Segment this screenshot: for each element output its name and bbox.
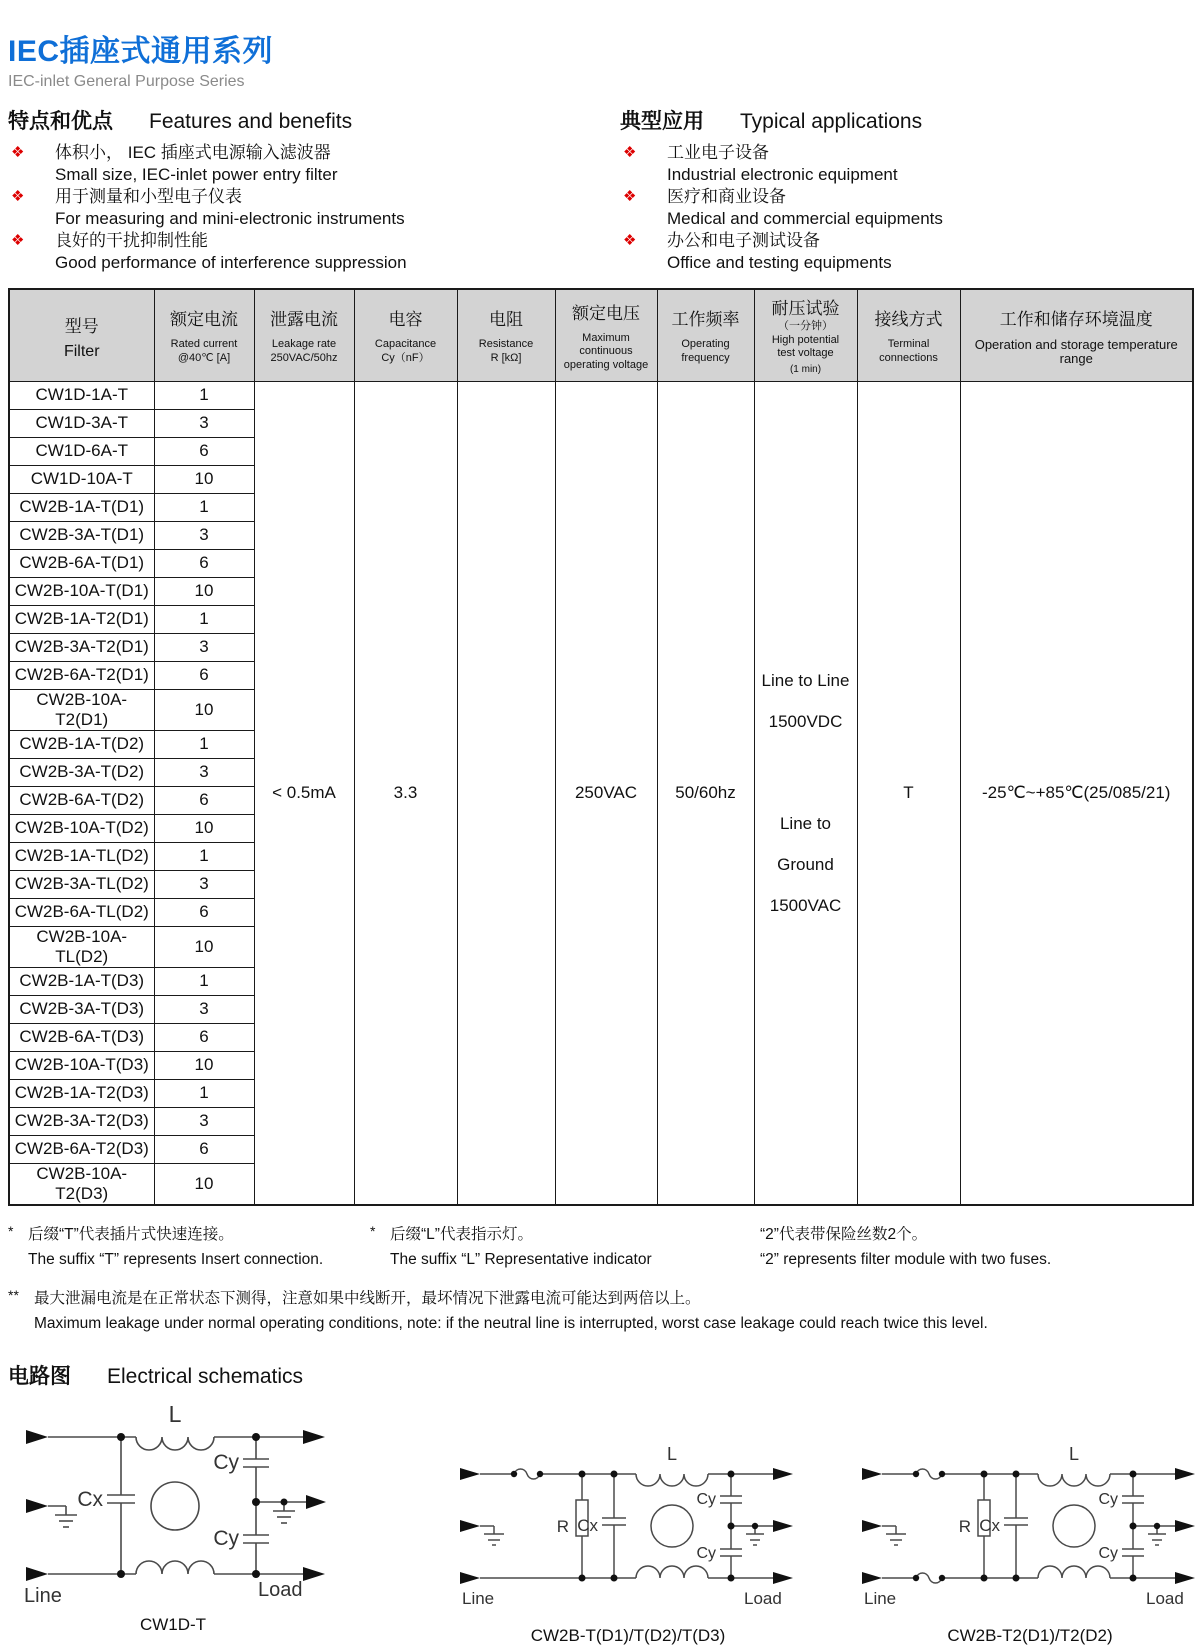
merged-frequency-cell: 50/60hz <box>657 381 754 1205</box>
model-cell: CW2B-3A-T2(D3) <box>9 1107 154 1135</box>
current-cell: 6 <box>154 549 254 577</box>
arrow-icon <box>303 1430 325 1444</box>
current-cell: 10 <box>154 926 254 967</box>
label-cy: Cy <box>1098 1544 1118 1562</box>
footnote-leakage <box>8 1286 988 1333</box>
label-cx: Cx <box>577 1515 598 1535</box>
current-cell: 3 <box>154 409 254 437</box>
capacitor-cx <box>1004 1474 1028 1578</box>
model-cell: CW2B-6A-T(D1) <box>9 549 154 577</box>
model-cell: CW2B-10A-T2(D1) <box>9 689 154 730</box>
intro-columns <box>8 105 1192 274</box>
label-cy: Cy <box>213 1450 239 1474</box>
diamond-bullet-icon: ❖ <box>11 144 25 161</box>
footnote-en: Maximum leakage under normal operating conditions, note: if the neutral line is interrupted, worst case leakage could reach twice this level. <box>34 1314 988 1332</box>
model-cell: CW2B-3A-TL(D2) <box>9 870 154 898</box>
applications-heading-cn: 典型应用 <box>620 110 704 133</box>
current-cell: 10 <box>154 577 254 605</box>
column-header: 耐压试验 （一分钟） High potential test voltage (1 min) <box>754 289 857 381</box>
diamond-bullet-icon: ❖ <box>11 232 25 249</box>
column-header: 工作和储存环境温度 Operation and storage temperature range <box>960 289 1193 381</box>
footnote-suffix-l <box>370 1222 760 1269</box>
model-cell: CW2B-1A-T(D1) <box>9 493 154 521</box>
current-cell: 6 <box>154 898 254 926</box>
schematics-heading-cn: 电路图 <box>8 1364 71 1388</box>
label-r: R <box>958 1516 971 1536</box>
label-load: Load <box>1146 1588 1184 1608</box>
core-circle <box>151 1482 199 1530</box>
fuse <box>916 1468 942 1478</box>
fuse <box>514 1468 540 1478</box>
current-cell: 6 <box>154 437 254 465</box>
inductor-coil <box>1038 1474 1110 1486</box>
label-cy: Cy <box>696 1490 716 1508</box>
bullet-text-en: Industrial electronic equipment <box>667 164 898 184</box>
model-cell: CW2B-6A-TL(D2) <box>9 898 154 926</box>
current-cell: 10 <box>154 465 254 493</box>
applications-heading-en: Typical applications <box>740 110 923 133</box>
bullet-text-en: Small size, IEC-inlet power entry filter <box>55 164 338 184</box>
current-cell: 3 <box>154 870 254 898</box>
capacitor-cy-chain <box>243 1437 306 1574</box>
arrow-icon <box>1175 1520 1195 1532</box>
model-cell: CW2B-1A-T(D3) <box>9 967 154 995</box>
schematic-cw2b-t2-drawing <box>850 1438 1200 1618</box>
table-row <box>9 381 1193 409</box>
label-inductor: L <box>666 1443 678 1464</box>
diamond-bullet-icon: ❖ <box>623 144 637 161</box>
capacitor-cx <box>602 1474 626 1578</box>
arrow-icon <box>460 1520 480 1532</box>
ground-symbol <box>882 1526 906 1545</box>
merged-terminal-cell: T <box>857 381 960 1205</box>
bullet-item <box>620 230 1192 273</box>
label-r: R <box>556 1516 569 1536</box>
arrow-icon <box>862 1468 882 1480</box>
merged-leakage-cell: < 0.5mA <box>254 381 354 1205</box>
current-cell: 3 <box>154 633 254 661</box>
current-cell: 1 <box>154 967 254 995</box>
current-cell: 6 <box>154 786 254 814</box>
column-header: 工作频率 Operating frequency <box>657 289 754 381</box>
arrow-icon <box>862 1572 882 1584</box>
applications-list <box>620 142 1192 273</box>
model-cell: CW2B-3A-T2(D1) <box>9 633 154 661</box>
schematic-cw2b-t2 <box>850 1402 1200 1646</box>
features-list <box>8 142 620 273</box>
footnote-cn: “2”代表带保险丝数2个。 <box>760 1225 928 1243</box>
merged-resistance-cell <box>457 381 555 1205</box>
model-cell: CW2B-1A-TL(D2) <box>9 842 154 870</box>
bullet-item <box>620 186 1192 229</box>
core-circle <box>1053 1505 1095 1547</box>
arrow-icon <box>306 1495 326 1509</box>
label-cy: Cy <box>696 1544 716 1562</box>
column-header: 额定电流 Rated current @40℃ [A] <box>154 289 254 381</box>
footnote-en: The suffix “T” represents Insert connection. <box>28 1250 324 1268</box>
merged-test-voltage-cell: Line to Line 1500VDC Line to Ground 1500VAC <box>754 381 857 1205</box>
footnote-row-1 <box>8 1222 1192 1269</box>
column-header: 电阻 Resistance R [kΩ] <box>457 289 555 381</box>
features-section <box>8 105 620 274</box>
current-cell: 10 <box>154 689 254 730</box>
schematic-caption: CW2B-T(D1)/T(D2)/T(D3) <box>530 1625 726 1645</box>
model-cell: CW2B-10A-TL(D2) <box>9 926 154 967</box>
current-cell: 1 <box>154 605 254 633</box>
bullet-text-en: Good performance of interference suppression <box>55 252 407 272</box>
footnote-cn: 后缀“L”代表指示灯。 <box>390 1225 533 1243</box>
asterisk-marker: * <box>8 1222 14 1239</box>
label-cy: Cy <box>1098 1490 1118 1508</box>
footnote-cn: 最大泄漏电流是在正常状态下测得，注意如果中线断开，最坏情况下泄露电流可能达到两倍以上。 <box>34 1289 701 1307</box>
current-cell: 3 <box>154 521 254 549</box>
datasheet-page <box>0 26 1200 1646</box>
model-cell: CW2B-1A-T(D2) <box>9 730 154 758</box>
footnote-two-fuses <box>760 1222 1192 1269</box>
bullet-text-en: For measuring and mini-electronic instruments <box>55 208 405 228</box>
spec-table <box>8 288 1194 1206</box>
arrow-icon <box>460 1468 480 1480</box>
current-cell: 3 <box>154 1107 254 1135</box>
features-heading <box>8 105 620 135</box>
applications-section <box>620 105 1192 274</box>
arrow-icon <box>773 1468 793 1480</box>
footnote-cn: 后缀“T”代表插片式快速连接。 <box>28 1225 234 1243</box>
schematic-caption: CW1D-T <box>139 1614 207 1634</box>
bullet-item <box>620 142 1192 185</box>
diamond-bullet-icon: ❖ <box>623 232 637 249</box>
bullet-text-en: Office and testing equipments <box>667 252 892 272</box>
model-cell: CW2B-10A-T(D2) <box>9 814 154 842</box>
bullet-text-cn: 医疗和商业设备 <box>667 187 786 206</box>
bullet-text-cn: 工业电子设备 <box>667 143 769 162</box>
applications-heading <box>620 105 1192 135</box>
spec-table-body <box>9 381 1193 1205</box>
merged-capacitance-cell: 3.3 <box>354 381 457 1205</box>
model-cell: CW1D-1A-T <box>9 381 154 409</box>
capacitor-cx <box>107 1437 135 1574</box>
merged-voltage-cell: 250VAC <box>555 381 657 1205</box>
current-cell: 1 <box>154 730 254 758</box>
arrow-icon <box>773 1520 793 1532</box>
column-header: 额定电压 Maximum continuous operating voltage <box>555 289 657 381</box>
spec-table-head <box>9 289 1193 381</box>
schematic-cw2b-t-drawing <box>448 1438 808 1618</box>
footnote-suffix-t <box>8 1222 370 1269</box>
bullet-text-cn: 体积小， IEC 插座式电源输入滤波器 <box>55 143 331 162</box>
inductor-coil <box>136 1561 214 1574</box>
current-cell: 10 <box>154 814 254 842</box>
diamond-bullet-icon: ❖ <box>623 188 637 205</box>
diamond-bullet-icon: ❖ <box>11 188 25 205</box>
model-cell: CW2B-3A-T(D3) <box>9 995 154 1023</box>
label-line: Line <box>24 1584 62 1607</box>
core-circle <box>651 1505 693 1547</box>
model-cell: CW1D-3A-T <box>9 409 154 437</box>
label-load: Load <box>258 1578 303 1601</box>
label-line: Line <box>462 1588 495 1608</box>
current-cell: 1 <box>154 842 254 870</box>
asterisk-marker: * <box>370 1222 376 1239</box>
features-heading-en: Features and benefits <box>149 110 353 133</box>
ground-symbol <box>480 1526 504 1545</box>
model-cell: CW2B-3A-T(D2) <box>9 758 154 786</box>
bullet-text-cn: 办公和电子测试设备 <box>667 231 820 250</box>
model-cell: CW2B-1A-T2(D3) <box>9 1079 154 1107</box>
model-cell: CW2B-10A-T(D1) <box>9 577 154 605</box>
model-cell: CW1D-10A-T <box>9 465 154 493</box>
column-header: 泄露电流 Leakage rate 250VAC/50hz <box>254 289 354 381</box>
schematic-cw1d-t-drawing <box>8 1402 338 1607</box>
label-line: Line <box>864 1588 897 1608</box>
label-cx: Cx <box>77 1487 103 1511</box>
arrow-icon <box>26 1499 48 1513</box>
arrow-icon <box>1175 1468 1195 1480</box>
bullet-text-en: Medical and commercial equipments <box>667 208 943 228</box>
inductor-coil <box>136 1437 214 1450</box>
current-cell: 10 <box>154 1051 254 1079</box>
bullet-text-cn: 用于测量和小型电子仪表 <box>55 187 242 206</box>
current-cell: 3 <box>154 758 254 786</box>
column-header: 接线方式 Terminal connections <box>857 289 960 381</box>
label-inductor: L <box>1068 1443 1080 1464</box>
bullet-item <box>8 142 620 185</box>
model-cell: CW2B-6A-T2(D3) <box>9 1135 154 1163</box>
label-load: Load <box>744 1588 782 1608</box>
arrows-and-nodes <box>26 1430 326 1581</box>
current-cell: 6 <box>154 1023 254 1051</box>
current-cell: 6 <box>154 1135 254 1163</box>
column-header: 型号 Filter <box>9 289 154 381</box>
schematic-cw1d-t <box>8 1402 338 1635</box>
inductor-coil <box>1038 1566 1110 1578</box>
inductor-coil <box>636 1566 708 1578</box>
ground-symbol <box>48 1506 77 1527</box>
model-cell: CW2B-6A-T(D3) <box>9 1023 154 1051</box>
arrow-icon <box>862 1520 882 1532</box>
merged-temperature-cell: -25℃~+85℃(25/085/21) <box>960 381 1193 1205</box>
current-cell: 1 <box>154 493 254 521</box>
label-cx: Cx <box>979 1515 1000 1535</box>
column-header: 电容 Capacitance Cy（nF） <box>354 289 457 381</box>
arrow-icon <box>460 1572 480 1584</box>
footnote-en: “2” represents filter module with two fuses. <box>760 1250 1052 1268</box>
current-cell: 3 <box>154 995 254 1023</box>
current-cell: 6 <box>154 661 254 689</box>
model-cell: CW2B-10A-T(D3) <box>9 1051 154 1079</box>
schematic-caption: CW2B-T2(D1)/T2(D2) <box>947 1625 1113 1645</box>
model-cell: CW2B-6A-T(D2) <box>9 786 154 814</box>
schematics-heading-en: Electrical schematics <box>107 1364 304 1388</box>
arrow-icon <box>26 1430 48 1444</box>
page-title: IEC插座式通用系列 <box>8 35 274 68</box>
current-cell: 1 <box>154 1079 254 1107</box>
page-header <box>8 26 1192 91</box>
schematics-row <box>8 1402 1192 1646</box>
model-cell: CW2B-6A-T2(D1) <box>9 661 154 689</box>
model-cell: CW2B-10A-T2(D3) <box>9 1163 154 1205</box>
schematics-heading <box>8 1360 1192 1390</box>
arrow-icon <box>1175 1572 1195 1584</box>
bullet-item <box>8 186 620 229</box>
features-heading-cn: 特点和优点 <box>8 110 113 133</box>
model-cell: CW2B-1A-T2(D1) <box>9 605 154 633</box>
inductor-coil <box>636 1474 708 1486</box>
label-cy: Cy <box>213 1526 239 1550</box>
label-inductor: L <box>168 1401 182 1427</box>
schematic-cw2b-t <box>448 1402 808 1646</box>
bullet-item <box>8 230 620 273</box>
footnote-row-2 <box>8 1286 1192 1333</box>
double-asterisk-marker: ** <box>8 1286 19 1303</box>
model-cell: CW2B-3A-T(D1) <box>9 521 154 549</box>
page-subtitle: IEC-inlet General Purpose Series <box>8 73 245 90</box>
bullet-text-cn: 良好的干扰抑制性能 <box>55 231 208 250</box>
model-cell: CW1D-6A-T <box>9 437 154 465</box>
arrow-icon <box>773 1572 793 1584</box>
current-cell: 10 <box>154 1163 254 1205</box>
footnote-en: The suffix “L” Representative indicator <box>390 1250 652 1268</box>
current-cell: 1 <box>154 381 254 409</box>
